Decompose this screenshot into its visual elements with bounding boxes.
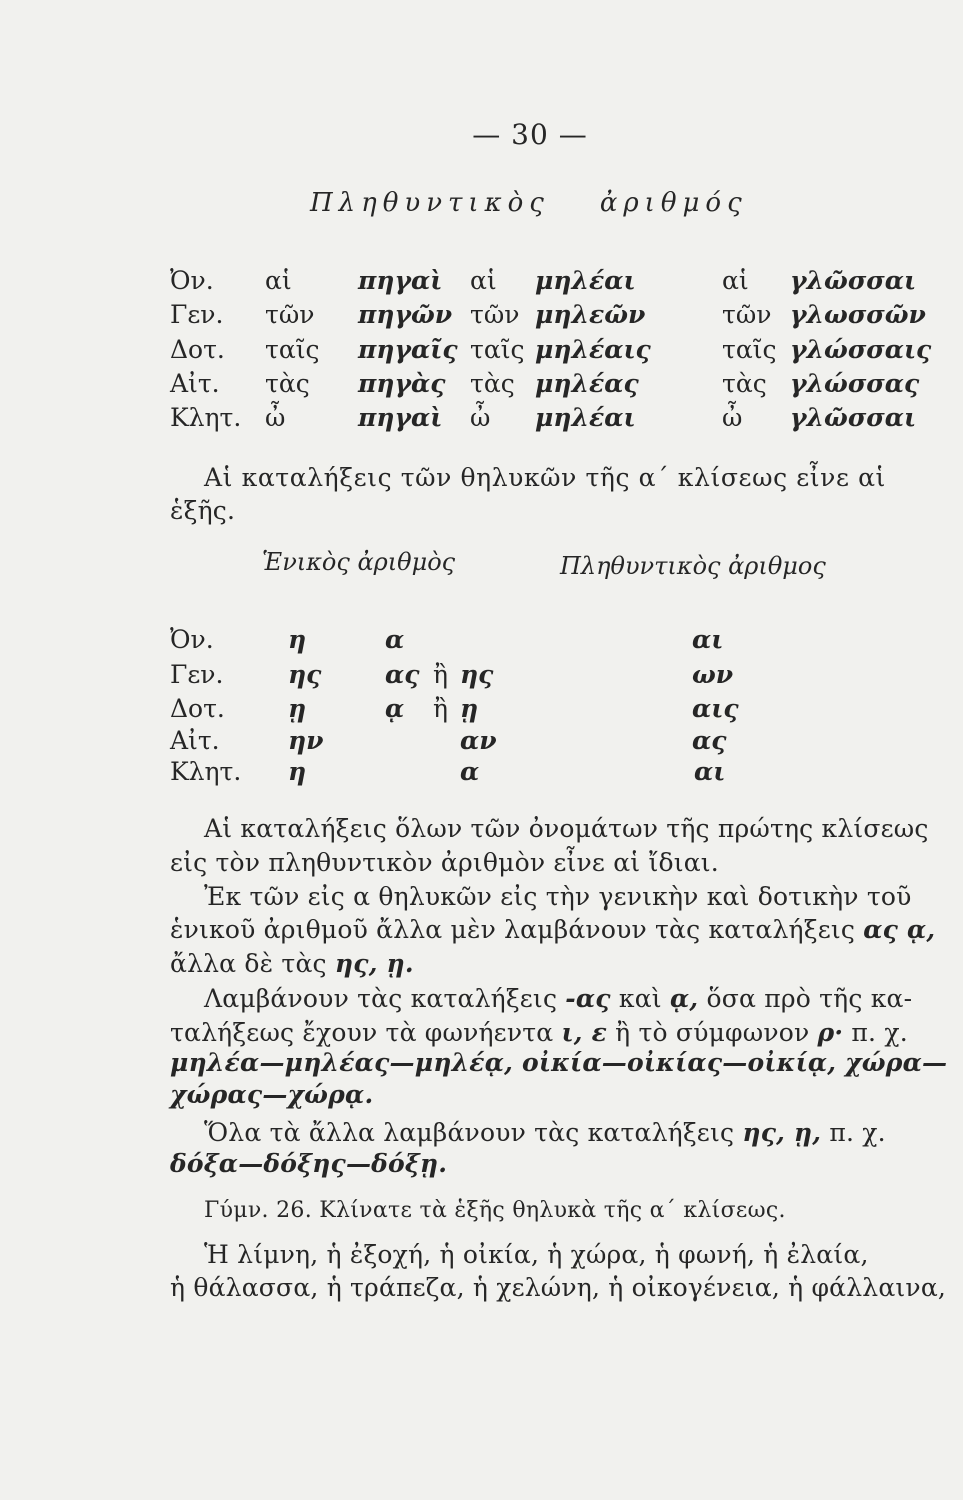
- exercise-line: [204, 1198, 786, 1223]
- para3-line1: [204, 882, 912, 911]
- para1-line1: Αἱ καταλήξεις τῶν θηλυκῶν τῆς α΄ κλίσεως εἶνε αἱ: [204, 463, 886, 492]
- ending: ῃ: [288, 694, 307, 723]
- para4-consonant: ρ·: [817, 1018, 844, 1047]
- para5-text: π. χ.: [829, 1118, 886, 1147]
- case-label: Αἰτ.: [170, 369, 220, 398]
- para3-endings: ης, ῃ.: [334, 949, 414, 978]
- ending: η: [288, 625, 307, 654]
- page-number: — 30 —: [472, 118, 588, 151]
- ending: ᾳ: [385, 694, 405, 723]
- case-label: Δοτ.: [170, 335, 225, 364]
- para4-line1: [204, 984, 912, 1013]
- para4-example-line2: χώρας—χώρᾳ.: [170, 1080, 374, 1109]
- article: αἱ: [470, 266, 497, 295]
- article: τῶν: [265, 300, 315, 329]
- para4-ending: ᾳ,: [669, 984, 699, 1013]
- exercise-text: Κλίνατε τὰ ἑξῆς θηλυκὰ τῆς α΄ κλίσεως.: [319, 1198, 786, 1223]
- plural-ending: ας: [692, 726, 727, 755]
- noun: γλώσσας: [790, 369, 920, 398]
- para4-text: ἢ τὸ σύμφωνον: [615, 1018, 810, 1047]
- article: τῶν: [722, 300, 772, 329]
- case-label: Κλητ.: [170, 757, 242, 786]
- article: ταῖς: [722, 335, 777, 364]
- or-word: ἢ: [433, 694, 448, 723]
- para3-endings: ας ᾳ,: [863, 915, 936, 944]
- case-label: Κλητ.: [170, 403, 242, 432]
- ending: α: [460, 757, 480, 786]
- noun: μηλέαι: [535, 403, 636, 432]
- ending: ῃ: [460, 694, 479, 723]
- para4-vowels: ι, ε: [561, 1018, 608, 1047]
- para5-text: Ὅλα τὰ ἄλλα λαμβάνουν τὰς καταλήξεις: [204, 1118, 735, 1147]
- article: ταῖς: [470, 335, 525, 364]
- noun: γλῶσσαι: [790, 403, 917, 432]
- article: ὦ: [470, 403, 491, 432]
- or-word: ἢ: [433, 660, 448, 689]
- para4-text: Λαμβάνουν τὰς καταλήξεις: [204, 984, 558, 1013]
- para2-line2: εἰς τὸν πληθυντικὸν ἀριθμὸν εἶνε αἱ ἴδιαι.: [170, 848, 719, 877]
- plural-endings-heading: Πληθυντικὸς ἀριθμος: [560, 552, 826, 580]
- noun: πηγὰς: [358, 369, 446, 398]
- para3-text: ἄλλα δὲ τὰς: [170, 949, 327, 978]
- plural-heading: [310, 188, 748, 218]
- case-label: Γεν.: [170, 660, 224, 689]
- ending: ης: [460, 660, 494, 689]
- article: τὰς: [265, 369, 310, 398]
- case-label: Ὀν.: [170, 266, 214, 295]
- para4-text: καὶ: [618, 984, 662, 1013]
- noun: πηγαὶ: [358, 403, 443, 432]
- para4-example-line1: μηλέα—μηλέας—μηλέᾳ, οἰκία—οἰκίας—οἰκίᾳ, χώρα—: [170, 1048, 948, 1077]
- para3-text: ἑνικοῦ ἀριθμοῦ ἄλλα μὲν λαμβάνουν τὰς καταλήξεις: [170, 915, 856, 944]
- para5-example: δόξα—δόξης—δόξῃ.: [170, 1149, 448, 1178]
- ending: ης: [288, 660, 322, 689]
- noun: πηγῶν: [358, 300, 453, 329]
- article: ὦ: [265, 403, 286, 432]
- para3-line3: [170, 949, 414, 978]
- article: ὦ: [722, 403, 743, 432]
- plural-ending: αις: [692, 694, 739, 723]
- ending: αν: [460, 726, 497, 755]
- plural-heading-word1: Πληθυντικὸς: [310, 188, 550, 218]
- para6-line1: Ἡ λίμνη, ἡ ἐξοχή, ἡ οἰκία, ἡ χώρα, ἡ φωνή, ἡ ἐλαία,: [204, 1240, 869, 1269]
- para4-line2: [170, 1018, 908, 1047]
- noun: πηγαὶ: [358, 266, 443, 295]
- noun: μηλέας: [535, 369, 639, 398]
- article: τὰς: [470, 369, 515, 398]
- case-label: Γεν.: [170, 300, 224, 329]
- article: τῶν: [470, 300, 520, 329]
- article: αἱ: [722, 266, 749, 295]
- article: ταῖς: [265, 335, 320, 364]
- para3-text: Ἐκ τῶν εἰς α θηλυκῶν εἰς τὴν γενικὴν καὶ δοτικὴν τοῦ: [204, 882, 912, 911]
- para5-endings: ης, ῃ,: [742, 1118, 822, 1147]
- noun: μηλεῶν: [535, 300, 646, 329]
- ending: ην: [288, 726, 324, 755]
- para1-line2: ἑξῆς.: [170, 496, 236, 525]
- para4-text: π. χ.: [851, 1018, 908, 1047]
- singular-heading: Ἑνικὸς ἀριθμὸς: [262, 548, 456, 576]
- noun: πηγαῖς: [358, 335, 458, 364]
- ending: α: [385, 625, 405, 654]
- para2-line1: Αἱ καταλήξεις ὅλων τῶν ὀνομάτων τῆς πρώτης κλίσεως: [204, 814, 929, 843]
- para4-text: ὅσα πρὸ τῆς κα-: [706, 984, 913, 1013]
- para5-line1: [204, 1118, 886, 1147]
- ending: η: [288, 757, 307, 786]
- case-label: Αἰτ.: [170, 726, 220, 755]
- ending: ας: [385, 660, 420, 689]
- plural-ending: ων: [692, 660, 734, 689]
- noun: γλωσσῶν: [790, 300, 926, 329]
- para3-line2: [170, 915, 935, 944]
- para4-text: ταλήξεως ἔχουν τὰ φωνήεντα: [170, 1018, 554, 1047]
- noun: μηλέαι: [535, 266, 636, 295]
- noun: μηλέαις: [535, 335, 651, 364]
- plural-ending: αι: [692, 625, 724, 654]
- noun: γλώσσαις: [790, 335, 932, 364]
- case-label: Ὀν.: [170, 625, 214, 654]
- case-label: Δοτ.: [170, 694, 225, 723]
- plural-heading-word2: ἀριθμός: [599, 188, 748, 218]
- article: τὰς: [722, 369, 767, 398]
- noun: γλῶσσαι: [790, 266, 917, 295]
- para4-ending: -ας: [565, 984, 611, 1013]
- plural-ending: αι: [694, 757, 726, 786]
- exercise-label: Γύμν. 26.: [204, 1198, 312, 1223]
- para6-line2: ἡ θάλασσα, ἡ τράπεζα, ἡ χελώνη, ἡ οἰκογένεια, ἡ φάλλαινα,: [170, 1273, 947, 1302]
- article: αἱ: [265, 266, 292, 295]
